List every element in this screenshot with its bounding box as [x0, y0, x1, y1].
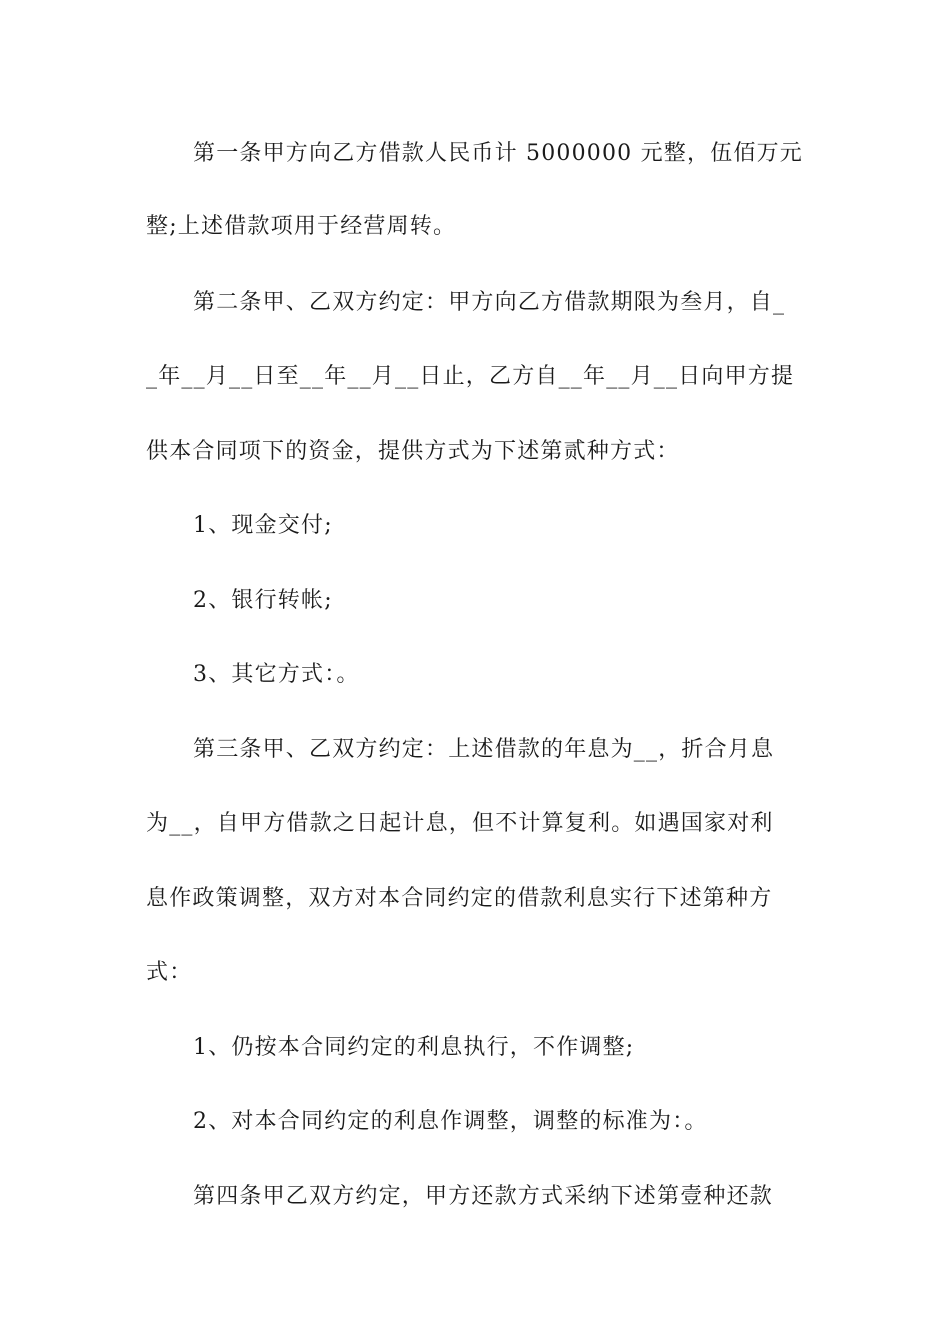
- article-4-line-1: 第四条甲乙双方约定，甲方还款方式采纳下述第壹种还款: [193, 1184, 774, 1209]
- article-1-line-2: 整;上述借款项用于经营周转。: [146, 214, 457, 239]
- article-2-line-3: 供本合同项下的资金，提供方式为下述第贰种方式：: [146, 439, 680, 464]
- payment-option-1: 1、现金交付;: [193, 513, 333, 538]
- payment-option-2: 2、银行转帐;: [193, 588, 333, 613]
- article-3-line-2: 为__，自甲方借款之日起计息，但不计算复利。如遇国家对利: [146, 811, 774, 836]
- interest-option-1: 1、仍按本合同约定的利息执行，不作调整;: [193, 1035, 635, 1060]
- interest-option-2: 2、对本合同约定的利息作调整，调整的标准为：。: [193, 1109, 708, 1134]
- article-3-line-3: 息作政策调整，双方对本合同约定的借款利息实行下述第种方: [146, 886, 773, 911]
- article-1-line-1: 第一条甲方向乙方借款人民币计 5000000 元整，伍佰万元: [193, 141, 803, 166]
- article-2-line-2: _年__月__日至__年__月__日止，乙方自__年__月__日向甲方提: [146, 364, 795, 389]
- article-3-line-1: 第三条甲、乙双方约定：上述借款的年息为__，折合月息: [193, 737, 775, 762]
- payment-option-3: 3、其它方式：。: [193, 662, 360, 687]
- article-2-line-1: 第二条甲、乙双方约定：甲方向乙方借款期限为叁月，自_: [193, 290, 786, 315]
- article-3-line-4: 式：: [146, 960, 193, 985]
